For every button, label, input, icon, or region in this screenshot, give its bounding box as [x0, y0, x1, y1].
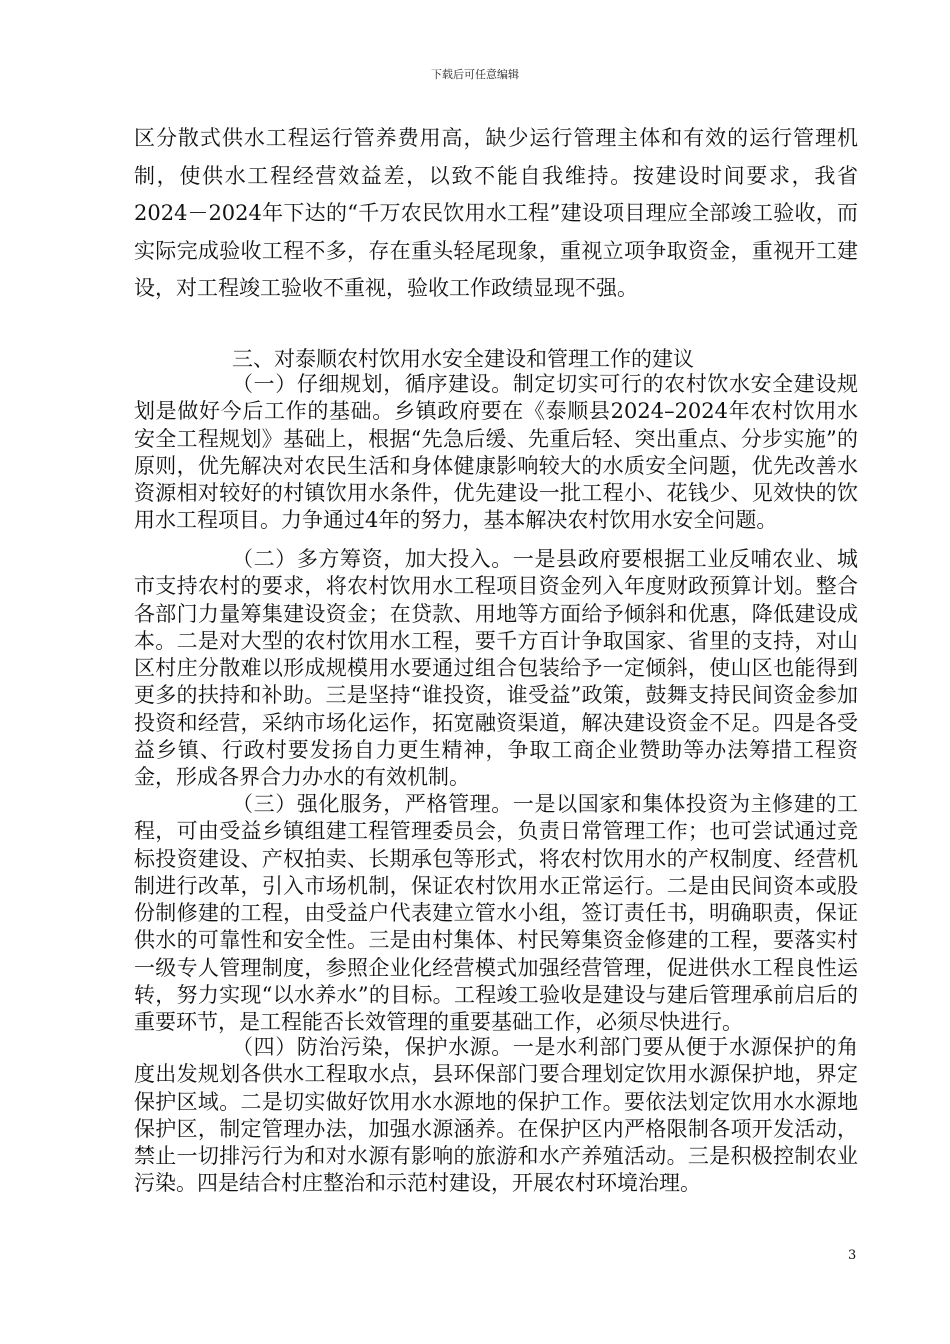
- suggestion-paragraph-1: （一）仔细规划，循序建设。制定切实可行的农村饮水安全建设规划是做好今后工作的基础。乡镇政府要在《泰顺县2024–2024年农村饮用水安全工程规划》基础上，根据“先急后缓、先重后轻、突出重点、分步实施”的原则，优先解决对农民生活和身体健康影响较大的水质安全问题，优先改善水资源相对较好的村镇饮用水条件，优先建设一批工程小、花钱少、见效快的饮用水工程项目。力争通过4年的努力，基本解决农村饮用水安全问题。: [134, 372, 858, 533]
- suggestion-paragraph-3: （三）强化服务，严格管理。一是以国家和集体投资为主修建的工程，可由受益乡镇组建工程管理委员会，负责日常管理工作；也可尝试通过竞标投资建设、产权拍卖、长期承包等形式，将农村饮用水的产权制度、经营机制进行改革，引入市场机制，保证农村饮用水正常运行。二是由民间资本或股份制修建的工程，由受益户代表建立管水小组，签订责任书，明确职责，保证供水的可靠性和安全性。三是由村集体、村民筹集资金修建的工程，要落实村一级专人管理制度，参照企业化经营模式加强经营管理，促进供水工程良性运转，努力实现“以水养水”的目标。工程竣工验收是建设与建后管理承前启后的重要环节，是工程能否长效管理的重要基础工作，必须尽快进行。: [134, 792, 858, 1035]
- suggestion-paragraph-4: （四）防治污染，保护水源。一是水利部门要从便于水源保护的角度出发规划各供水工程取水点，县环保部门要合理划定饮用水源保护地，界定保护区域。二是切实做好饮用水水源地的保护工作。要依法划定饮用水水源地保护区，制定管理办法，加强水源涵养。在保护区内严格限制各项开发活动，禁止一切排污行为和对水源有影响的旅游和水产养殖活动。三是积极控制农业污染。四是结合村庄整治和示范村建设，开展农村环境治理。: [134, 1035, 858, 1196]
- suggestion-paragraph-2: （二）多方筹资，加大投入。一是县政府要根据工业反哺农业、城市支持农村的要求，将农村饮用水工程项目资金列入年度财政预算计划。整合各部门力量筹集建设资金；在贷款、用地等方面给予倾斜和优惠，降低建设成本。二是对大型的农村饮用水工程，要千方百计争取国家、省里的支持，对山区村庄分散难以形成规模用水要通过组合包装给予一定倾斜，使山区也能得到更多的扶持和补助。三是坚持“谁投资，谁受益”政策，鼓舞支持民间资金参加投资和经营，采纳市场化运作，拓宽融资渠道，解决建设资金不足。四是各受益乡镇、行政村要发扬自力更生精神，争取工商企业赞助等办法筹措工程资金，形成各界合力办水的有效机制。: [134, 547, 858, 790]
- body-paragraph: 区分散式供水工程运行管养费用高，缺少运行管理主体和有效的运行管理机制，使供水工程经营效益差，以致不能自我维持。按建设时间要求，我省2024－2024年下达的“千万农民饮用水工程”建设项目理应全部竣工验收，而实际完成验收工程不多，存在重头轻尾现象，重视立项争取资金，重视开工建设，对工程竣工验收不重视，验收工作政绩显现不强。: [134, 126, 858, 300]
- page-number: 3: [848, 1248, 857, 1263]
- section-heading: 三、对泰顺农村饮用水安全建设和管理工作的建议: [232, 347, 694, 371]
- page-header-note: 下载后可任意编辑: [431, 68, 519, 81]
